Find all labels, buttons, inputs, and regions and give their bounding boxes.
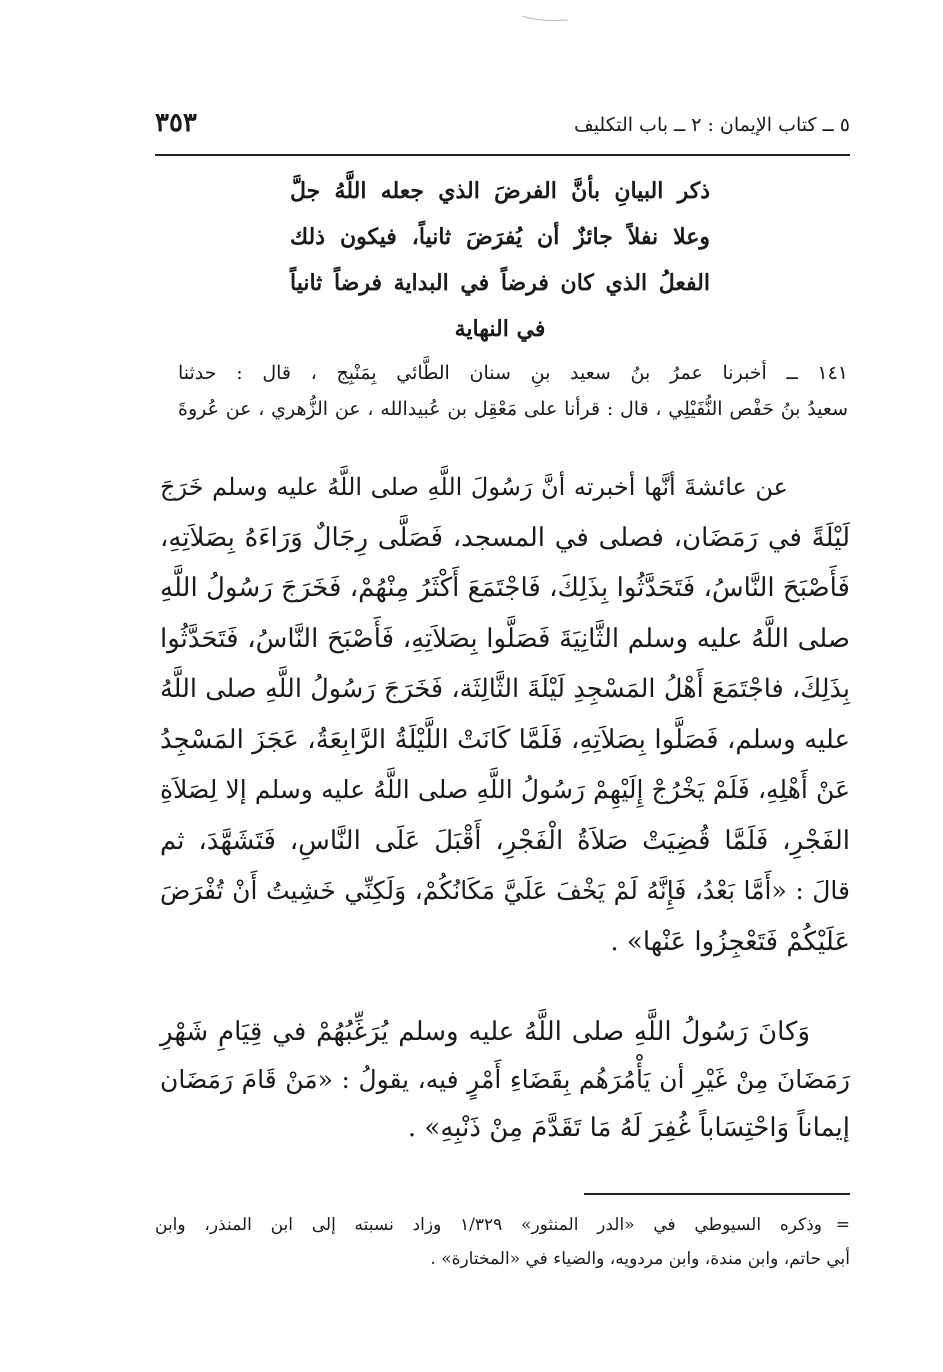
hadith-text-line: بِذَلِكَ، فاجْتَمَعَ أَهْلُ المَسْجِدِ لَيْلَةَ الثَّالِثَة، فَخَرَجَ رَسُولُ اللَّهِ صلى اللَّهُ xyxy=(160,674,850,704)
footnote xyxy=(155,1208,850,1276)
footnote-continuation-marker: = xyxy=(835,1215,850,1235)
page-number: ٣٥٣ xyxy=(155,108,197,138)
chapter-title-line: وعلا نفلاً جائزٌ أن يُفرَضَ ثانياً، فيكون ذلك xyxy=(290,224,710,250)
hadith-text-line: عليه وسلم، فَصَلَّوا بِصَلاَتِهِ، فَلَمَّا كَانَتْ اللَّيْلَةُ الرَّابِعَةُ، عَجَزَ المَسْجِدُ xyxy=(160,724,850,755)
hadith-text-line: عَلَيْكُمْ فَتَعْجِزُوا عَنْها» . xyxy=(610,926,850,957)
hadith-text-line: صلى اللَّهُ عليه وسلم الثَّانِيَةَ فَصَلَّوا بِصَلاَتِهِ، فَأَصْبَحَ النَّاسُ، فَتَحَدَّثُوا xyxy=(160,623,850,654)
hadith-text-line: وَكانَ رَسُولُ اللَّهِ صلى اللَّهُ عليه وسلم يُرَغِّبُهُمْ في قِيَامِ شَهْرِ xyxy=(160,1017,810,1047)
footnote-rule xyxy=(584,1193,850,1195)
scan-artifact xyxy=(520,10,570,24)
chapter-title-line: ذكر البيانِ بأنَّ الفرضَ الذي جعله اللَّهُ جلَّ xyxy=(290,178,710,204)
footnote-line-text: وذكره السيوطي في «الدر المنثور» ١/٣٢٩ وزاد نسبته إلى ابن المنذر، وابن xyxy=(155,1215,822,1235)
chapter-title-line: في النهاية xyxy=(454,316,546,342)
page-header xyxy=(155,108,850,148)
hadith-isnad xyxy=(178,355,848,427)
hadith-text xyxy=(160,462,850,967)
hadith-text-line: عَنْ أَهْلِهِ، فَلَمْ يَخْرُجْ إِلَيْهِمْ رَسُولُ اللَّهِ صلى اللَّهُ عليه وسلم إلا لِصَلاَةِ xyxy=(160,775,850,804)
hadith-text-line: إيماناً وَاحْتِسَاباً غُفِرَ لَهُ مَا تَقَدَّمَ مِنْ ذَنْبِهِ» . xyxy=(407,1113,850,1143)
chapter-title-line: الفعلُ الذي كان فرضاً في البداية فرضاً ثانياً xyxy=(290,270,710,296)
footnote-line: أبي حاتم، وابن مندة، وابن مردويه، والضياء في «المختارة» . xyxy=(430,1249,850,1269)
hadith-text-line: فَأَصْبَحَ النَّاسُ، فَتَحَدَّثُوا بِذَلِكَ، فَاجْتَمَعَ أَكْثَرُ مِنْهُمْ، فَخَرَجَ رَسُولُ اللَّهِ xyxy=(160,573,850,603)
hadith-text-continued xyxy=(160,1008,850,1152)
hadith-text-line: لَيْلَةً في رَمَضَان، فصلى في المسجد، فَصَلَّى رِجَالٌ وَرَاءَهُ بِصَلاَتِهِ، xyxy=(160,522,850,553)
hadith-text-line: رَمَضَانَ مِنْ غَيْرِ أن يَأْمُرَهُم بِقَضَاءِ أَمْرٍ فيه، يقولُ : «مَنْ قَامَ رَمَضَان xyxy=(160,1065,850,1094)
header-rule xyxy=(155,154,850,156)
chapter-title xyxy=(290,168,710,352)
running-head: ٥ ــ كتاب الإيمان : ٢ ــ باب التكليف xyxy=(574,114,850,136)
hadith-text-line: الفَجْرِ، فَلَمَّا قُضِيَتْ صَلاَةُ الْفَجْرِ، أَقْبَلَ عَلَى النَّاسِ، فَتَشَهَّدَ، ثم xyxy=(160,825,850,856)
isnad-line: سعيدُ بنُ حَفْص النُّفَيْلِي ، قال : قرأنا على مَعْقِل بن عُبيدالله ، عن الزُّهري ، عن عُروةَ xyxy=(178,398,848,420)
isnad-line: ١٤١ ــ أخبرنا عمرُ بنُ سعيد بنِ سنان الطَّائي بِمَنْبِج ، قال : حدثنا xyxy=(178,362,848,384)
footnote-line xyxy=(155,1208,850,1242)
hadith-text-line: عن عائشةَ أنَّها أخبرته أنَّ رَسُولَ اللَّهِ صلى اللَّهُ عليه وسلم خَرَجَ xyxy=(160,473,788,501)
hadith-text-line: قالَ : «أَمَّا بَعْدُ، فَإِنَّهُ لَمْ يَخْفَ عَلَيَّ مَكَانُكُمْ، وَلَكِنِّي خَشِيتُ أَنْ تُفْرَضَ xyxy=(160,876,850,905)
